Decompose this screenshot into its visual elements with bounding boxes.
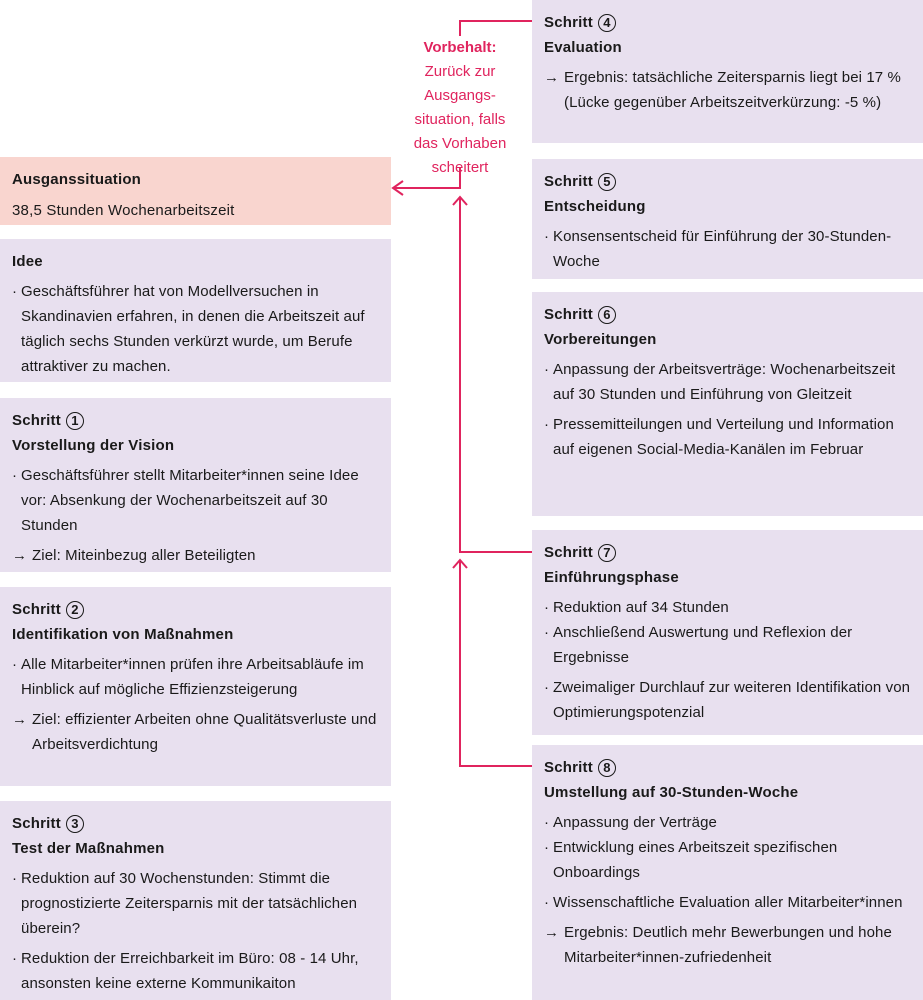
- step-title: Evaluation: [544, 39, 622, 56]
- step-8-box: [532, 745, 923, 1000]
- caveat-line: situation, falls: [414, 111, 506, 128]
- list-item: · Reduktion auf 34 Stunden: [544, 595, 911, 620]
- step-number-circle-icon: 6: [598, 306, 616, 324]
- connector-step4-to-caveat: [460, 21, 532, 36]
- step-2-box: [0, 587, 391, 786]
- connector-step8-up: [460, 560, 532, 766]
- arrow-right-icon: →: [12, 547, 28, 564]
- step-label: Schritt: [12, 412, 61, 429]
- step-number-circle-icon: 4: [598, 14, 616, 32]
- list-item: → Ergebnis: tatsächliche Zeitersparnis liegt bei 17 % (Lücke gegenüber Arbeitszeitverkürzung: -5 %): [544, 65, 911, 115]
- bullet-dot-icon: ·: [12, 950, 18, 967]
- step-7-box: [532, 530, 923, 735]
- caveat-line: Zurück zur: [424, 63, 496, 80]
- start-situation-box: [0, 157, 391, 225]
- list-item: · Anpassung der Arbeitsverträge: Wochenarbeitszeit auf 30 Stunden und Einführung von Gleitzeit: [544, 357, 911, 407]
- step-title: Identifikation von Maßnahmen: [12, 626, 234, 643]
- list-item: · Anschließend Auswertung und Reflexion der Ergebnisse: [544, 620, 911, 670]
- bullet-dot-icon: ·: [544, 361, 550, 378]
- bullet-dot-icon: ·: [544, 228, 550, 245]
- caveat-line: scheitert: [431, 159, 489, 176]
- bullet-dot-icon: ·: [12, 870, 18, 887]
- list-item: → Ziel: effizienter Arbeiten ohne Qualitätsverluste und Arbeitsverdichtung: [12, 707, 379, 757]
- bullet-dot-icon: ·: [12, 656, 18, 673]
- list-item: · Alle Mitarbeiter*innen prüfen ihre Arbeitsabläufe im Hinblick auf mögliche Effizienzsteigerung: [12, 652, 379, 702]
- step-6-box: [532, 292, 923, 516]
- start-text: 38,5 Stunden Wochenarbeitszeit: [12, 202, 235, 219]
- step-1-box: [0, 398, 391, 572]
- list-item: · Anpassung der Verträge: [544, 810, 911, 835]
- bullet-dot-icon: ·: [12, 283, 18, 300]
- bullet-dot-icon: ·: [544, 624, 550, 641]
- list-item: · Geschäftsführer stellt Mitarbeiter*innen seine Idee vor: Absenkung der Wochenarbeitszeit auf 30 Stunden: [12, 463, 379, 538]
- step-title: Einführungsphase: [544, 569, 679, 586]
- list-item: → Ziel: Miteinbezug aller Beteiligten: [12, 543, 379, 568]
- list-item: · Geschäftsführer hat von Modellversuchen in Skandinavien erfahren, in denen die Arbeitszeit auf täglich sechs Stunden verkürzt wurde, um Berufe attraktiver zu machen.: [12, 279, 379, 379]
- caveat-note: [400, 36, 520, 180]
- step-number-circle-icon: 7: [598, 544, 616, 562]
- bullet-dot-icon: ·: [12, 467, 18, 484]
- idea-box: [0, 239, 391, 382]
- step-number-circle-icon: 5: [598, 173, 616, 191]
- list-item: · Zweimaliger Durchlauf zur weiteren Identifikation von Optimierungspotenzial: [544, 675, 911, 725]
- step-4-box: [532, 0, 923, 143]
- list-item: · Entwicklung eines Arbeitszeit spezifischen Onboardings: [544, 835, 911, 885]
- step-number-circle-icon: 1: [66, 412, 84, 430]
- list-item: · Konsensentscheid für Einführung der 30-Stunden-Woche: [544, 224, 911, 274]
- step-title: Umstellung auf 30-Stunden-Woche: [544, 784, 799, 801]
- step-label: Schritt: [544, 14, 593, 31]
- start-title: Ausganssituation: [12, 171, 142, 188]
- arrow-right-icon: →: [544, 924, 560, 941]
- bullet-dot-icon: ·: [544, 814, 550, 831]
- step-number-circle-icon: 8: [598, 759, 616, 777]
- arrow-right-icon: →: [544, 69, 560, 86]
- bullet-dot-icon: ·: [544, 679, 550, 696]
- idea-title: Idee: [12, 253, 43, 270]
- step-title: Vorbereitungen: [544, 331, 657, 348]
- step-label: Schritt: [12, 601, 61, 618]
- list-item: · Pressemitteilungen und Verteilung und Information auf eigenen Social-Media-Kanälen im Februar: [544, 412, 911, 462]
- list-item: · Reduktion der Erreichbarkeit im Büro: 08 - 14 Uhr, ansonsten keine externe Kommunikaiton: [12, 946, 379, 996]
- bullet-dot-icon: ·: [544, 416, 550, 433]
- bullet-dot-icon: ·: [544, 894, 550, 911]
- list-item: · Reduktion auf 30 Wochenstunden: Stimmt die prognostizierte Zeitersparnis mit der tatsächlichen überein?: [12, 866, 379, 941]
- step-3-box: [0, 801, 391, 1000]
- caveat-title: Vorbehalt:: [423, 39, 497, 56]
- step-label: Schritt: [12, 815, 61, 832]
- step-title: Entscheidung: [544, 198, 646, 215]
- step-label: Schritt: [544, 306, 593, 323]
- connector-step7-up: [460, 197, 532, 552]
- bullet-dot-icon: ·: [544, 599, 550, 616]
- list-item: · Wissenschaftliche Evaluation aller Mitarbeiter*innen: [544, 890, 911, 915]
- step-title: Vorstellung der Vision: [12, 437, 175, 454]
- step-label: Schritt: [544, 544, 593, 561]
- arrow-right-icon: →: [12, 711, 28, 728]
- list-item: → Ergebnis: Deutlich mehr Bewerbungen und hohe Mitarbeiter*innen-zufriedenheit: [544, 920, 911, 970]
- step-number-circle-icon: 2: [66, 601, 84, 619]
- step-title: Test der Maßnahmen: [12, 840, 165, 857]
- bullet-dot-icon: ·: [544, 839, 550, 856]
- caveat-line: Ausgangs-: [424, 87, 496, 104]
- step-label: Schritt: [544, 173, 593, 190]
- step-label: Schritt: [544, 759, 593, 776]
- caveat-line: das Vorhaben: [413, 135, 507, 152]
- step-5-box: [532, 159, 923, 279]
- step-number-circle-icon: 3: [66, 815, 84, 833]
